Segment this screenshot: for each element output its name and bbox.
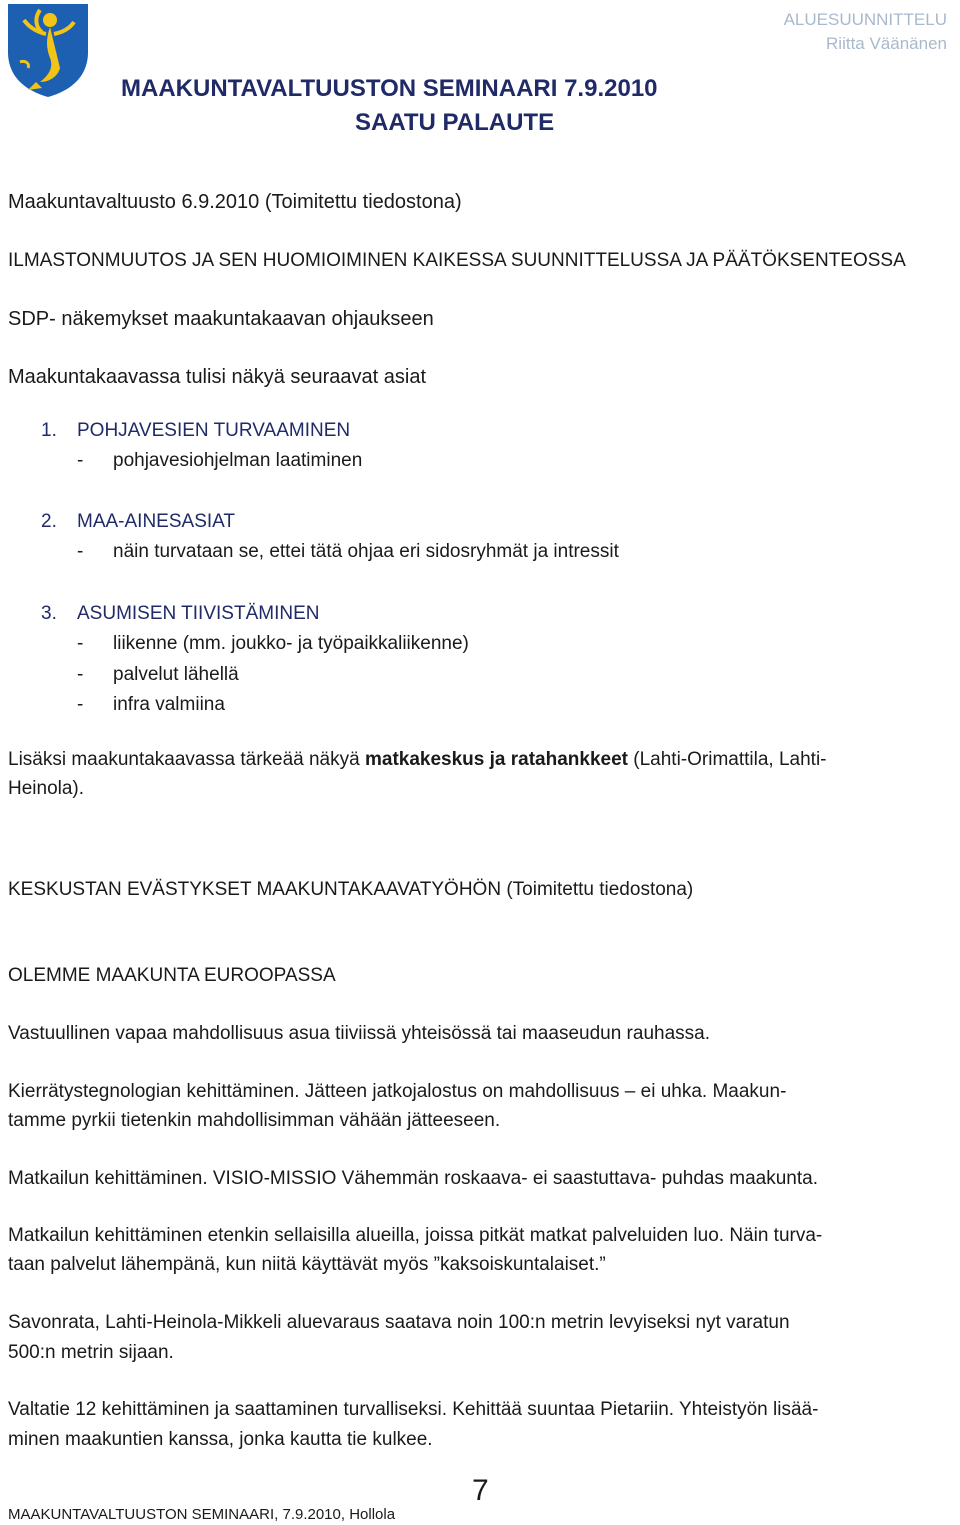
paragraph-savonrata: Savonrata, Lahti-Heinola-Mikkeli aluevaraus saatava noin 100:n metrin levyiseksi nyt varatun xyxy=(8,1312,790,1333)
list-dash: - xyxy=(77,664,84,685)
page-number: 7 xyxy=(472,1474,489,1507)
coat-of-arms-logo xyxy=(6,2,90,98)
list-heading: ASUMISEN TIIVISTÄMINEN xyxy=(77,603,320,624)
author-name: Riitta Väänänen xyxy=(826,34,947,53)
footer-text: MAAKUNTAVALTUUSTON SEMINAARI, 7.9.2010, Hollola xyxy=(8,1506,396,1523)
paragraph-intro: Maakuntakaavassa tulisi näkyä seuraavat asiat xyxy=(8,366,427,388)
paragraph-responsible: Vastuullinen vapaa mahdollisuus asua tiiviissä yhteisössä tai maaseudun rauhassa. xyxy=(8,1023,710,1044)
paragraph-sdp: SDP- näkemykset maakuntakaavan ohjaukseen xyxy=(8,308,434,330)
paragraph-recycling: Kierrätystegnologian kehittäminen. Jätteen jatkojalostus on mahdollisuus – ei uhka. Maakun- xyxy=(8,1081,787,1102)
paragraph-centre-heading: KESKUSTAN EVÄSTYKSET MAAKUNTAKAAVATYÖHÖN (Toimitettu tiedostona) xyxy=(8,879,694,900)
text-run: Lisäksi maakuntakaavassa tärkeää näkyä xyxy=(8,749,365,770)
page-title: MAAKUNTAVALTUUSTON SEMINAARI 7.9.2010 xyxy=(121,75,658,102)
paragraph-tourism-areas-cont: taan palvelut lähempänä, kun niitä käyttävät myös ”kaksoiskuntalaiset.” xyxy=(8,1254,606,1275)
list-subitem: pohjavesiohjelman laatiminen xyxy=(113,450,363,471)
bold-text: matkakeskus ja ratahankkeet xyxy=(364,749,628,770)
paragraph-council-date: Maakuntavaltuusto 6.9.2010 (Toimitettu tiedostona) xyxy=(8,191,462,213)
list-subitem: näin turvataan se, ettei tätä ohjaa eri sidosryhmät ja intressit xyxy=(113,541,619,562)
paragraph-highway: Valtatie 12 kehittäminen ja saattaminen turvalliseksi. Kehittää suuntaa Pietariin. Yhteistyön lisää- xyxy=(8,1399,819,1420)
department-label: ALUESUUNNITTELU xyxy=(783,10,947,29)
paragraph-savonrata-cont: 500:n metrin sijaan. xyxy=(8,1342,174,1363)
list-number: 2. xyxy=(41,511,57,532)
paragraph-highway-cont: minen maakuntien kanssa, jonka kautta tie kulkee. xyxy=(8,1429,433,1450)
list-dash: - xyxy=(77,541,84,562)
paragraph-recycling-cont: tamme pyrkii tietenkin mahdollisimman vähään jätteeseen. xyxy=(8,1110,501,1131)
paragraph-europe: OLEMME MAAKUNTA EUROOPASSA xyxy=(8,965,336,986)
list-subitem: palvelut lähellä xyxy=(113,664,239,685)
list-subitem: liikenne (mm. joukko- ja työpaikkaliikenne) xyxy=(113,633,469,654)
list-number: 1. xyxy=(41,420,57,441)
list-number: 3. xyxy=(41,603,57,624)
paragraph-tourism-areas: Matkailun kehittäminen etenkin sellaisilla alueilla, joissa pitkät matkat palveluiden luo. Näin turva- xyxy=(8,1225,823,1246)
paragraph-tourism: Matkailun kehittäminen. VISIO-MISSIO Vähemmän roskaava- ei saastuttava- puhdas maakunta. xyxy=(8,1168,818,1189)
list-dash: - xyxy=(77,450,84,471)
page-subtitle: SAATU PALAUTE xyxy=(355,109,555,136)
list-heading: MAA-AINESASIAT xyxy=(77,511,236,532)
text-run: (Lahti-Orimattila, Lahti- xyxy=(627,749,827,770)
list-heading: POHJAVESIEN TURVAAMINEN xyxy=(77,420,351,441)
list-subitem: infra valmiina xyxy=(113,694,225,715)
paragraph-climate-heading: ILMASTONMUUTOS JA SEN HUOMIOIMINEN KAIKESSA SUUNNITTELUSSA JA PÄÄTÖKSENTEOSSA xyxy=(8,250,906,271)
paragraph-additionally-cont: Heinola). xyxy=(8,778,85,799)
paragraph-additionally xyxy=(8,745,827,774)
list-dash: - xyxy=(77,633,84,654)
list-dash: - xyxy=(77,694,84,715)
